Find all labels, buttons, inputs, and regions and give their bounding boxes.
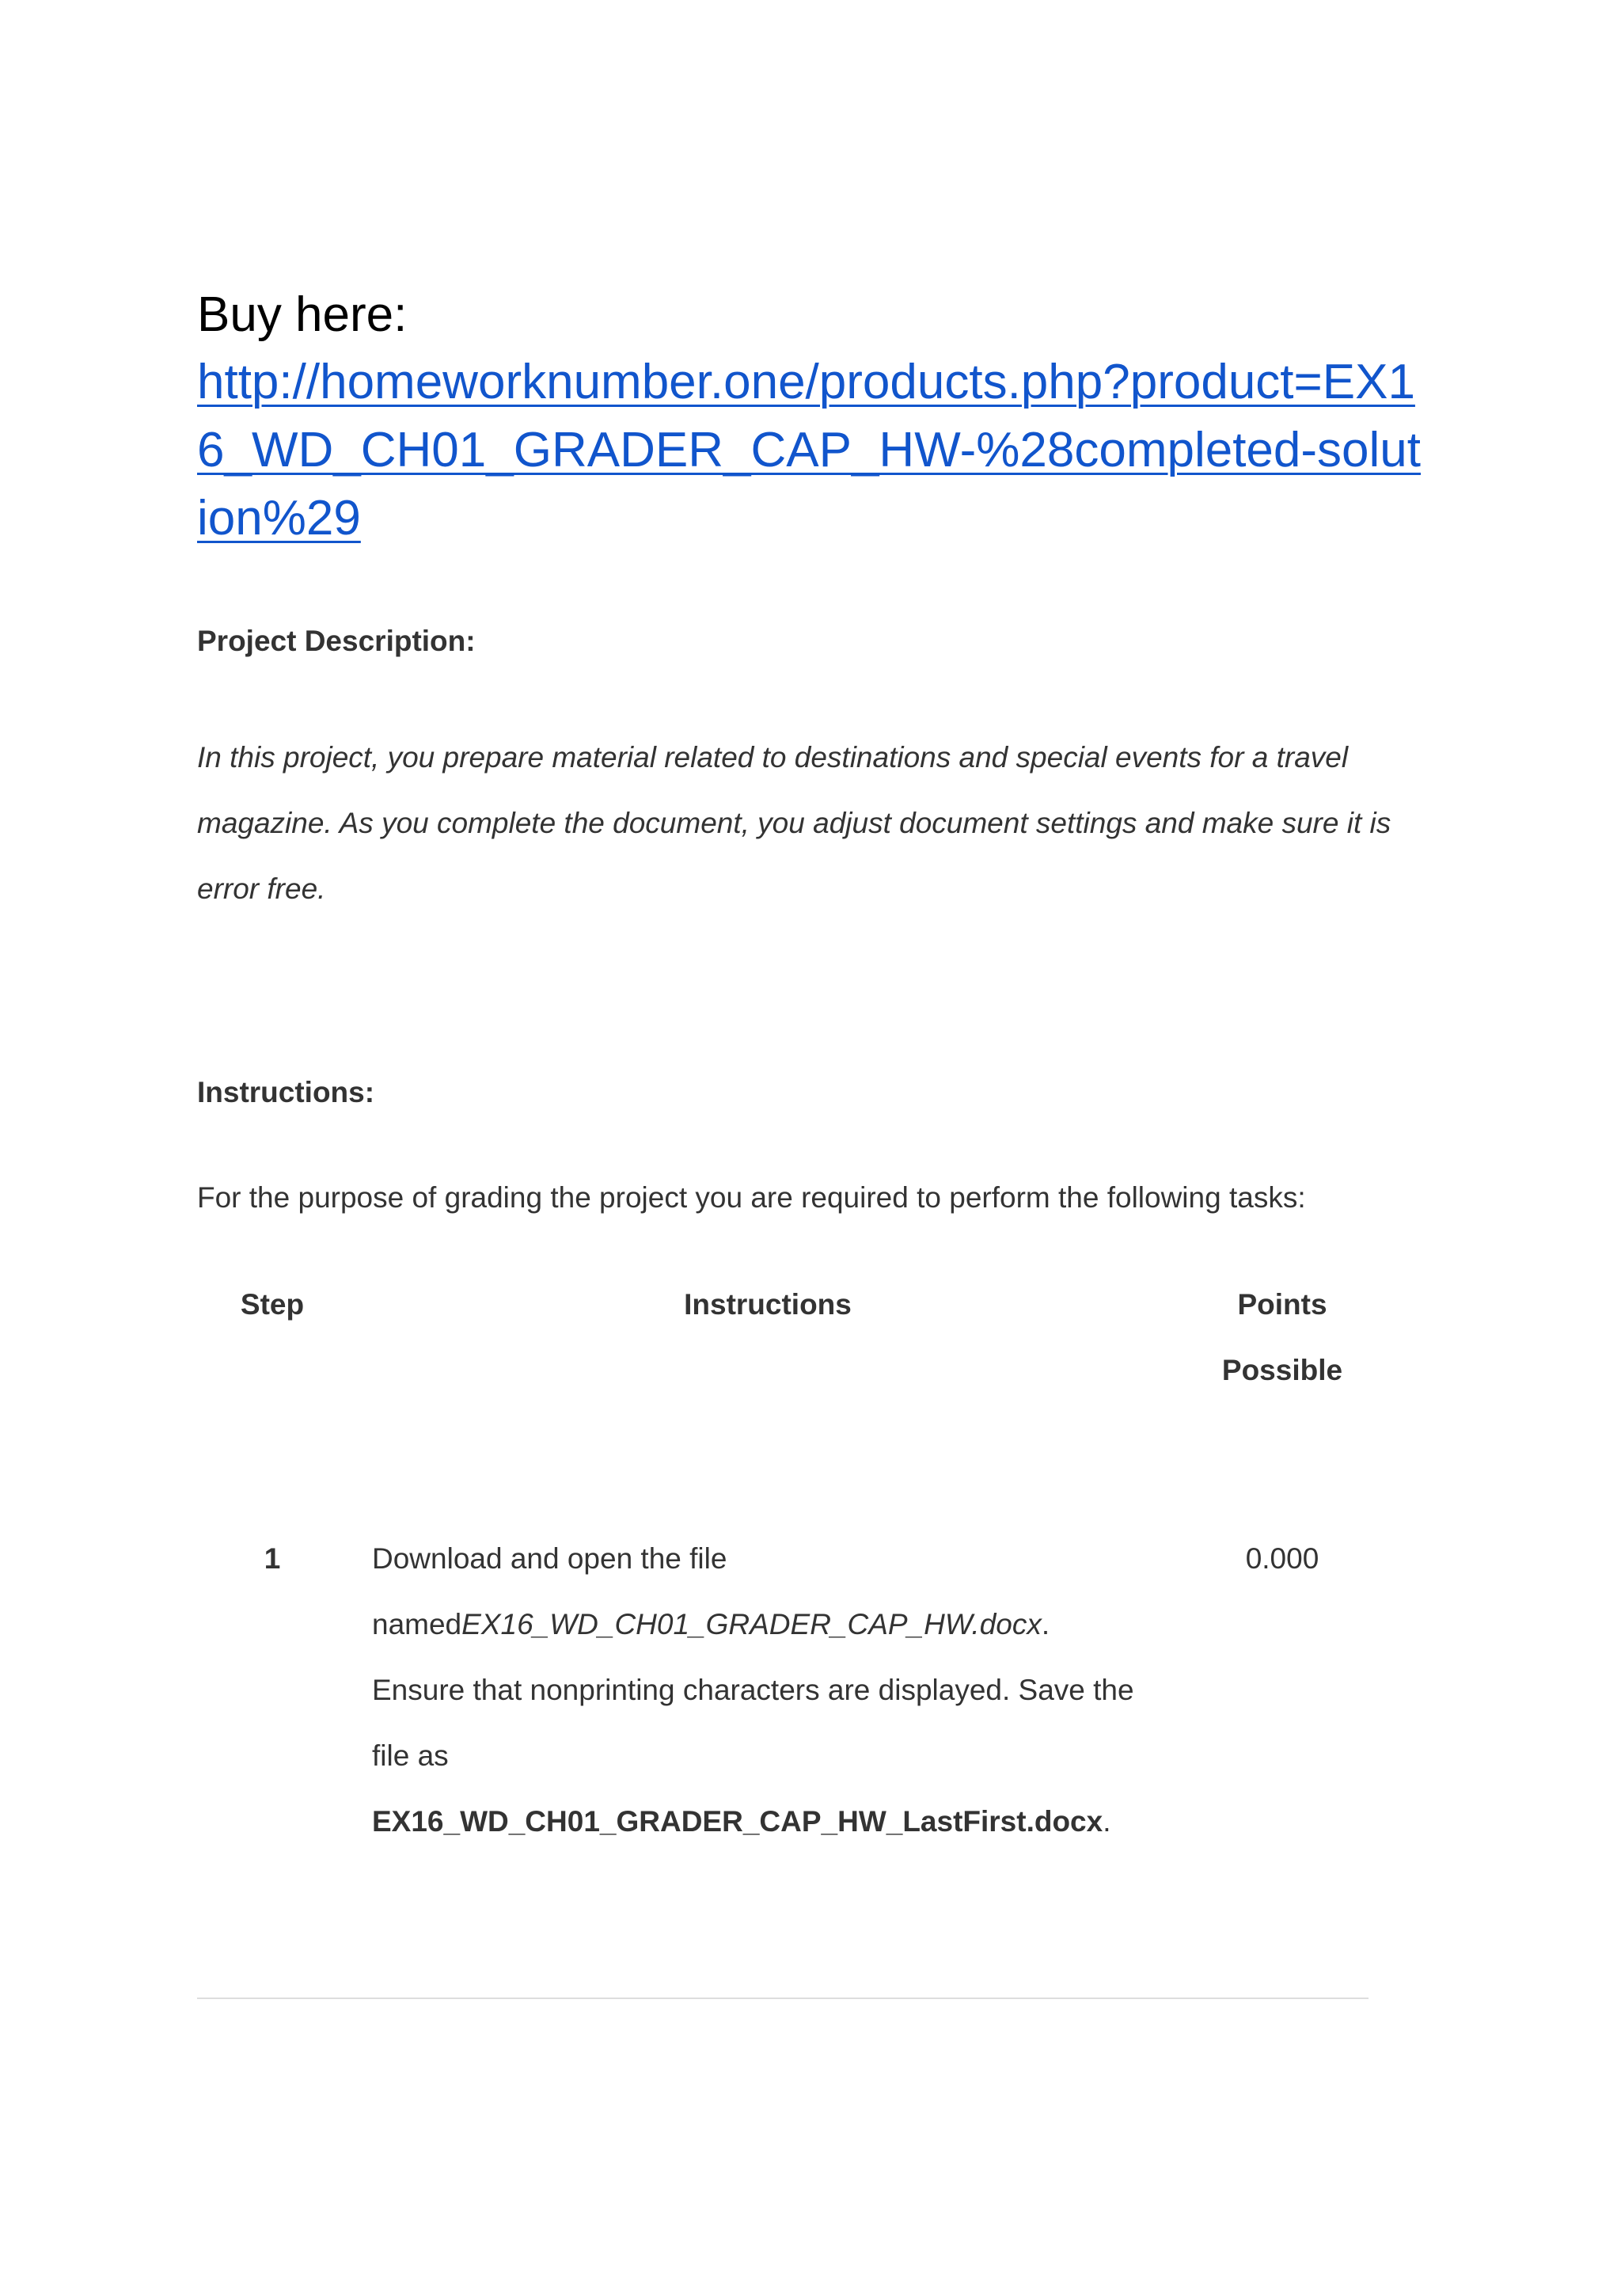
instruction-line-2-suffix: . bbox=[1041, 1608, 1050, 1640]
table-header-points-line-1: Points bbox=[1237, 1288, 1327, 1321]
table-row-points: 0.000 bbox=[1245, 1542, 1319, 1575]
product-link[interactable] bbox=[197, 348, 1448, 553]
instruction-filename-target: EX16_WD_CH01_GRADER_CAP_HW_LastFirst.docx bbox=[372, 1805, 1103, 1838]
table-row-step: 1 bbox=[264, 1542, 281, 1575]
instruction-filename-source: EX16_WD_CH01_GRADER_CAP_HW.docx bbox=[461, 1608, 1042, 1640]
buy-here-label: Buy here: bbox=[197, 287, 408, 342]
project-description-text bbox=[197, 724, 1463, 922]
table-header-step: Step bbox=[240, 1288, 305, 1321]
instruction-line-2 bbox=[372, 1591, 1179, 1657]
table-header-points-line-2: Possible bbox=[1221, 1354, 1343, 1386]
table-row-instructions bbox=[372, 1526, 1179, 1854]
product-link-line-3[interactable]: ion%29 bbox=[197, 491, 361, 545]
instruction-line-2-prefix: named bbox=[372, 1608, 462, 1640]
project-description-line-1: In this project, you prepare material related to destinations and special events for a travel bbox=[197, 741, 1349, 774]
instructions-heading: Instructions: bbox=[197, 1076, 375, 1108]
table-header-points bbox=[1195, 1272, 1369, 1403]
project-description-heading: Project Description: bbox=[197, 625, 476, 657]
project-description-line-3: error free. bbox=[197, 872, 326, 905]
product-link-line-1[interactable]: http://homeworknumber.one/products.php?product=EX1 bbox=[197, 355, 1415, 409]
instruction-line-4: file as bbox=[372, 1739, 449, 1772]
instruction-line-1: Download and open the file bbox=[372, 1542, 727, 1575]
instructions-intro: For the purpose of grading the project you are required to perform the following tasks: bbox=[197, 1181, 1306, 1214]
table-header-instructions: Instructions bbox=[684, 1288, 852, 1321]
table-bottom-divider bbox=[197, 1998, 1369, 1999]
instruction-line-5 bbox=[372, 1789, 1179, 1854]
instruction-line-3: Ensure that nonprinting characters are displayed. Save the bbox=[372, 1674, 1134, 1706]
instruction-line-5-suffix: . bbox=[1103, 1805, 1111, 1838]
project-description-line-2: magazine. As you complete the document, you adjust document settings and make sure it is bbox=[197, 807, 1391, 839]
product-link-line-2[interactable]: 6_WD_CH01_GRADER_CAP_HW-%28completed-solut bbox=[197, 423, 1422, 477]
